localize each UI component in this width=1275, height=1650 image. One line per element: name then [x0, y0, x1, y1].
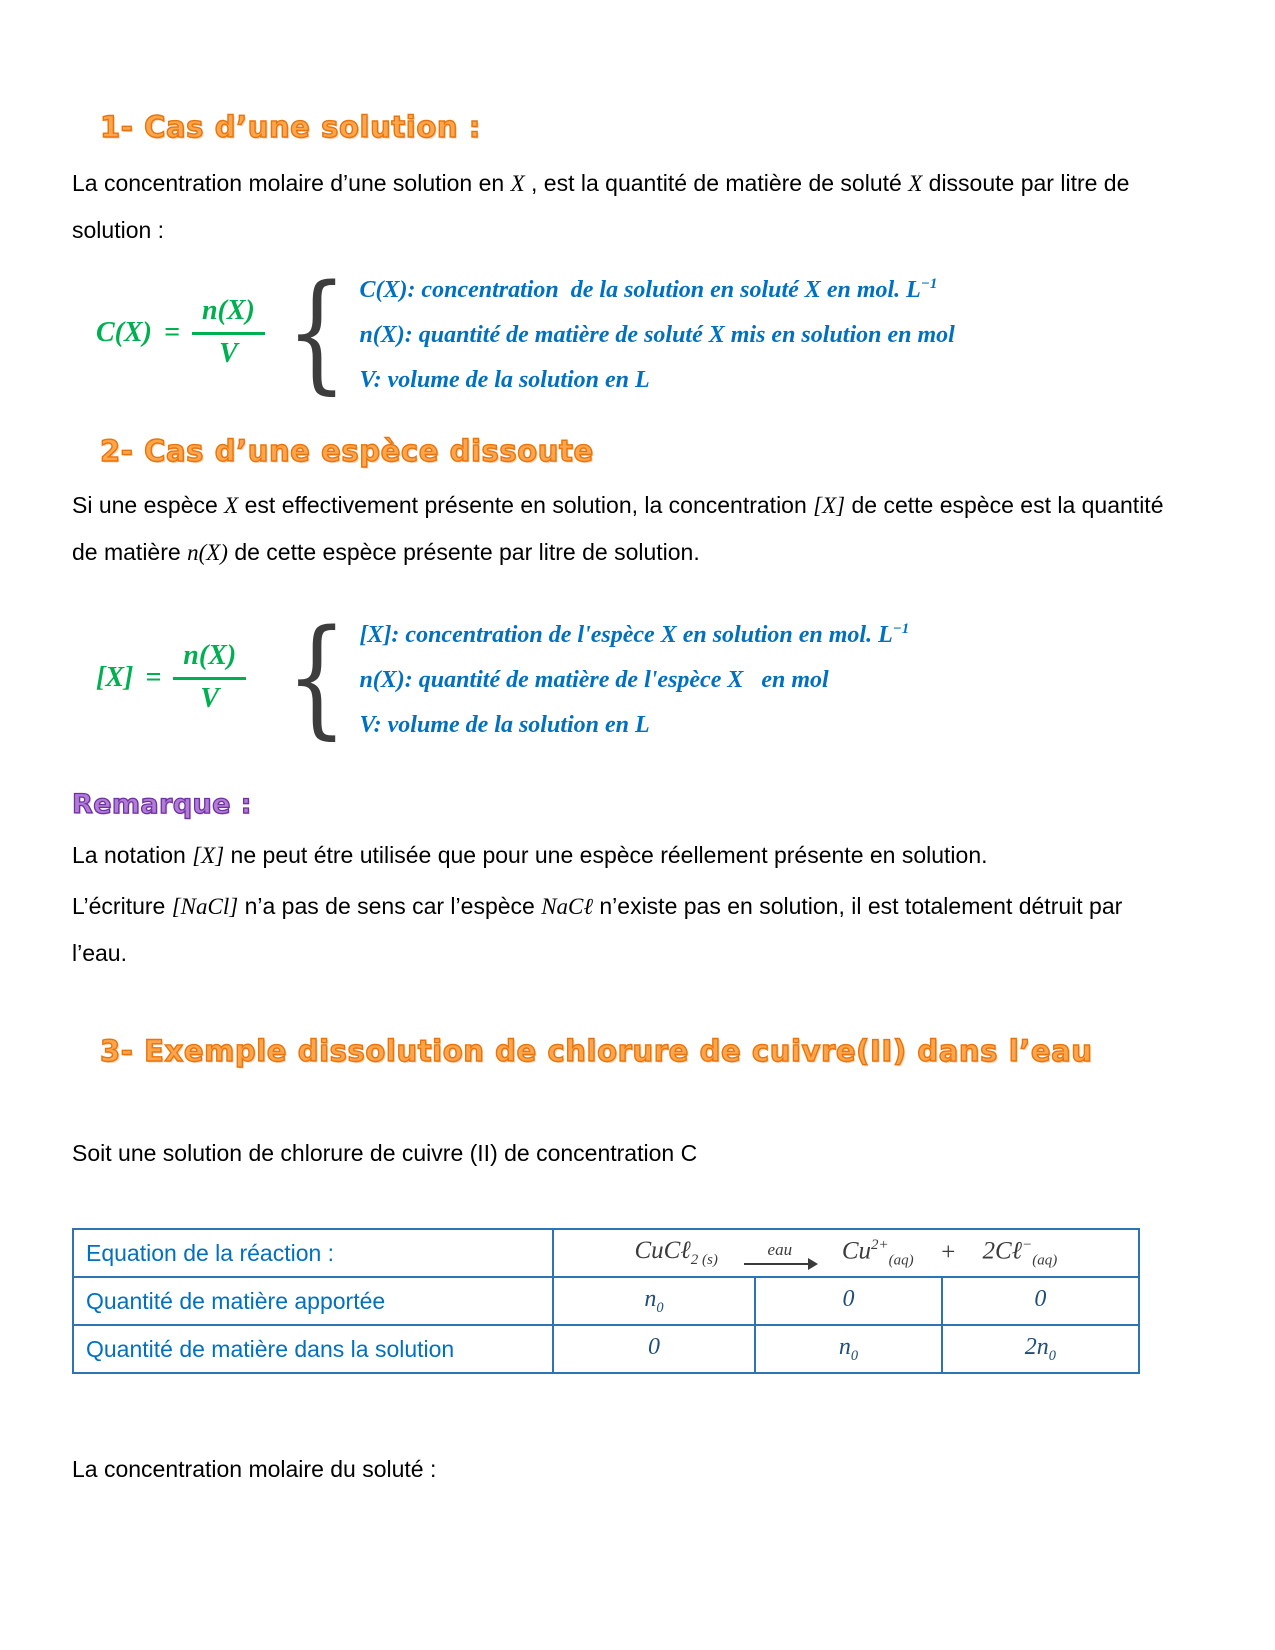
- table-row-solution-amounts: [73, 1325, 1139, 1373]
- amount-cell: [942, 1325, 1139, 1373]
- legend-line: [359, 265, 954, 310]
- reaction-table: [72, 1228, 1140, 1374]
- heading-remarque: Remarque :: [72, 789, 252, 820]
- math-n-of-x: n(X): [187, 540, 228, 565]
- fraction-denominator: V: [219, 338, 238, 369]
- amount-value: 2n: [1024, 1333, 1049, 1360]
- row-label: Quantité de matière dans la solution: [73, 1325, 553, 1373]
- formula-lhs: [X]: [96, 661, 134, 693]
- math-nacl: NaCℓ: [541, 894, 593, 919]
- reaction-arrow: [744, 1241, 816, 1266]
- formula-block-concentration: [96, 257, 1205, 407]
- fraction-denominator: V: [200, 683, 220, 714]
- paragraph-section-1: [72, 160, 1182, 253]
- text-run: n’a pas de sens car l’espèce: [238, 893, 542, 919]
- text-run: La notation: [72, 842, 193, 868]
- math-symbol-x: X: [224, 493, 239, 518]
- text-run: de cette espèce présente par litre de solution.: [227, 539, 700, 565]
- text-run: dissoute par litre de solution :: [72, 170, 1136, 243]
- amount-value: n: [644, 1285, 657, 1312]
- chemical-equation-cell: [553, 1229, 1139, 1277]
- math-symbol-x: X: [908, 171, 923, 196]
- fraction: [173, 640, 246, 715]
- formula-bracket-x-equals-nx-over-v: [96, 640, 266, 715]
- formula-legend-2: [359, 610, 909, 745]
- formula-block-species: [96, 602, 1205, 752]
- arrow-label-eau: eau: [767, 1239, 793, 1259]
- text-run: Si une espèce: [72, 492, 225, 518]
- math-bracket-x: [X]: [813, 493, 846, 518]
- curly-brace-glyph: {: [286, 257, 348, 407]
- legend-line: [359, 655, 909, 700]
- paragraph-remarque-1: [72, 832, 1182, 879]
- fraction-numerator: n(X): [192, 295, 265, 335]
- text-run: L’écriture: [72, 893, 172, 919]
- amount-value: n: [838, 1333, 851, 1360]
- legend-line: [359, 310, 954, 355]
- equals-sign: =: [145, 661, 162, 693]
- math-symbol-x: X: [510, 171, 525, 196]
- species-base: 2Cℓ: [982, 1237, 1023, 1265]
- amount-cell: [755, 1325, 942, 1373]
- text-run: de cette espèce est la quantité de matière: [72, 492, 1170, 565]
- amount-subscript: 0: [656, 1299, 664, 1316]
- formula-lhs: C(X): [96, 316, 152, 348]
- heading-section-3: 3- Exemple dissolution de chlorure de cuivre(II) dans l’eau: [100, 1034, 1093, 1068]
- paragraph-section-3: Soit une solution de chlorure de cuivre (II) de concentration C: [72, 1140, 698, 1166]
- formula-cx-equals-nx-over-v: [96, 295, 266, 370]
- amount-cell: [755, 1277, 942, 1325]
- text-run: La concentration molaire d’une solution en: [72, 170, 511, 196]
- amount-value: 0: [1034, 1285, 1047, 1312]
- curly-brace-glyph: {: [286, 602, 348, 752]
- species-superscript: −: [1022, 1236, 1033, 1253]
- math-bracket-x: [X]: [192, 843, 225, 868]
- legend-line: [359, 355, 954, 400]
- species-subscript: (aq): [888, 1252, 914, 1269]
- species-subscript: (aq): [1032, 1252, 1058, 1269]
- legend-text: V: volume de la solution en L: [359, 712, 650, 738]
- right-arrow-icon: [744, 1263, 816, 1265]
- legend-text: n(X): quantité de matière de l'espèce X en mol: [359, 667, 829, 693]
- chemical-equation: [554, 1233, 1138, 1273]
- species-superscript: 2+: [871, 1236, 889, 1253]
- amount-subscript: 0: [850, 1347, 859, 1364]
- equation-row-label: Equation de la réaction :: [73, 1229, 553, 1277]
- product-2clminus: [983, 1237, 1058, 1269]
- legend-text: C(X): concentration de la solution en soluté X en mol. L: [359, 277, 921, 303]
- species-subscript: 2 (s): [690, 1251, 718, 1268]
- legend-superscript: −1: [892, 621, 910, 637]
- text-run: n’existe pas en solution, il est totalement détruit par l’eau.: [72, 893, 1129, 966]
- amount-cell: [553, 1277, 756, 1325]
- species-base: Cu: [841, 1237, 871, 1265]
- legend-text: V: volume de la solution en L: [359, 367, 650, 393]
- formula-legend-1: [359, 265, 954, 400]
- fraction: [192, 295, 265, 370]
- text-run: ne peut étre utilisée que pour une espèce réellement présente en solution.: [224, 842, 988, 868]
- reactant-cucl2: [634, 1237, 717, 1269]
- legend-line: [359, 610, 909, 655]
- text-run: est effectivement présente en solution, la concentration: [238, 492, 814, 518]
- math-bracket-nacl: [NaCl]: [171, 894, 239, 919]
- table-row-equation: [73, 1229, 1139, 1277]
- amount-subscript: 0: [1048, 1347, 1056, 1364]
- paragraph-section-2: [72, 482, 1187, 576]
- legend-superscript: −1: [920, 276, 938, 292]
- amount-cell: [942, 1277, 1139, 1325]
- row-label: Quantité de matière apportée: [73, 1277, 553, 1325]
- heading-section-1: 1- Cas d’une solution :: [100, 110, 481, 144]
- amount-cell: [553, 1325, 756, 1373]
- plus-sign: +: [939, 1238, 957, 1266]
- species-base: CuCℓ: [634, 1236, 691, 1264]
- legend-line: [359, 700, 909, 745]
- product-cu2plus: [842, 1237, 914, 1269]
- table-row-initial-amounts: [73, 1277, 1139, 1325]
- legend-text: n(X): quantité de matière de soluté X mis en solution en mol: [359, 322, 955, 348]
- paragraph-conclusion: La concentration molaire du soluté :: [72, 1456, 437, 1482]
- equals-sign: =: [164, 316, 180, 348]
- legend-text: [X]: concentration de l'espèce X en solution en mol. L: [359, 622, 893, 648]
- heading-section-2: 2- Cas d’une espèce dissoute: [100, 434, 594, 468]
- text-run: , est la quantité de matière de soluté: [524, 170, 909, 196]
- paragraph-remarque-2: [72, 883, 1182, 976]
- amount-value: 0: [842, 1285, 855, 1312]
- fraction-numerator: n(X): [173, 640, 246, 680]
- amount-value: 0: [647, 1333, 660, 1360]
